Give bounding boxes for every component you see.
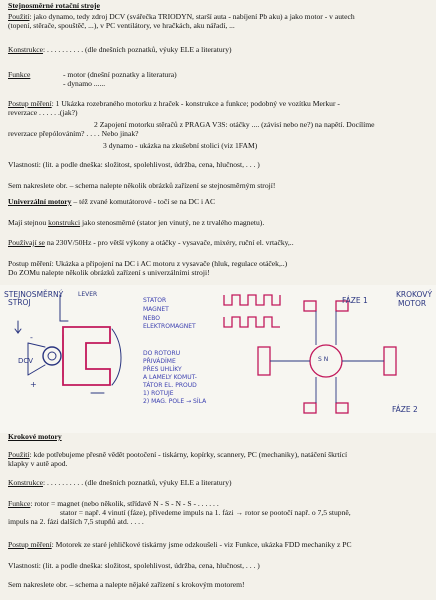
sketch-title-dc-1: STEJNOSMĚRNÝ (4, 290, 64, 299)
konstrukce-text: : . . . . . . . . . . (dle dnešních poznatků, výuky ELE a literatury) (43, 45, 232, 54)
krokove-postup-label: Postup měření (8, 540, 52, 549)
krokove-funkce-label: Funkce (8, 499, 31, 508)
sketch-mid-line-6: DO ROTORU (143, 350, 181, 357)
krokove-funkce-text-1: : rotor = magnet (nebo několik, střídavě N - S - N - S - . . . . . . (30, 499, 219, 508)
krokove-funkce-line-1 (8, 499, 219, 508)
univerzal-line1-konstrukci: konstrukci (48, 218, 81, 227)
sketch-plus-label: + (30, 380, 37, 389)
krokove-vlastnosti: Vlastnosti: (lit. a podle dneška: složitost, spolehlivost, údržba, cena, hlučnost, . . . ) (8, 561, 260, 570)
univerzal-line1-b: jako stenosměrné (stator jen vinutý, ne z trvalého magnetu). (80, 218, 265, 227)
sketch-mid-line-10: TÁTOR EL. PROUD (143, 382, 197, 389)
nakreslete-text: Sem nakreslete obr. – schema nalepte několik obrázků zařízení se stejnosměrným strojí! (8, 181, 276, 190)
krokove-pouziti-text-2: klapky v autě apod. (8, 459, 68, 468)
sketch-minus-label: - (30, 333, 33, 342)
sketch-mid-line-11: 1) ROTUJE (143, 390, 174, 397)
univerzal-heading-rest: – též zvané komutátorové - točí se na DC i AC (71, 197, 216, 206)
krokove-funkce-text-2: stator = např. 4 vinutí (fáze), přivedeme impuls na 1. fázi → rotor se pootočí např. o 7,5 stupně, (60, 508, 351, 517)
pouziti-text-2: (topení, stěrače, spouštěč, ...), v PC ventilátory, ve hračkách, aku nářadí, ... (8, 21, 235, 30)
univerzal-line-4: Do ZOMu nalepte několik obrázků zařízení s univerzálními stroji! (8, 268, 210, 277)
konstrukce-label: Konstrukce (8, 45, 44, 54)
sketch-mid-line-4: ELEKTROMAGNET (143, 323, 196, 330)
krokove-postup-line (8, 540, 352, 549)
vlastnosti-text: Vlastnosti: (lit. a podle dneška: složitost, spolehlivost, údržba, cena, hlučnost, . . . ) (8, 160, 260, 169)
funkce-text-2: - dynamo ...... (63, 79, 106, 88)
sketch-title-dc-2: STROJ (8, 298, 31, 307)
section-heading-dc-machines: Stejnosměrné rotační stroje (8, 1, 100, 10)
postup-label: Postup měření (8, 99, 52, 108)
postup-text-3: 3 dynamo - ukázka na zkušební stolici (viz 1FAM) (103, 141, 258, 150)
krokove-konstrukce-label: Konstrukce (8, 478, 44, 487)
funkce-label: Funkce (8, 70, 31, 79)
konstrukce-line (8, 45, 232, 54)
krokove-konstrukce-text: : . . . . . . . . . . (dle dnešních poznatků, výuky ELE a literatury) (43, 478, 232, 487)
krokove-nakreslete: Sem nakreslete obr. – schema a nalepte nějaké zařízení s krokovým motorem! (8, 580, 245, 589)
sketch-mid-line-8: PŘES UHLÍKY (143, 366, 182, 373)
sketch-mid-line-2: MAGNET (143, 306, 169, 313)
postup-text-2: 2 Zapojení motorku stěračů z PRAGA V3S: otáčky .... (závisí nebo ne?) na napětí. Docílíme (94, 120, 375, 129)
sketch-mid-line-9: A LAMELY KOMUT- (143, 374, 197, 381)
krokove-heading: Krokové motory (8, 432, 62, 441)
sketch-lever-label: LEVER (78, 291, 98, 298)
univerzal-heading-line (8, 197, 215, 206)
krokove-postup-text: : Motorek ze staré jehličkové tiskárny jsme odzkoušeli - viz Funkce, ukázka FDD mechaniky z PC (51, 540, 352, 549)
univerzal-line-1 (8, 218, 264, 227)
sketch-faze1-label: FÁZE 1 (342, 296, 368, 305)
pouziti-text-1: : jako dynamo, tedy zdroj DCV (svářečka TRIODYN, starší auta - nabíjení Pb aku) a jako motor - v autech (29, 12, 355, 21)
sketch-dcv-label: DCV (18, 357, 34, 365)
univerzal-line2-pouzivaji: Používají se (8, 238, 45, 247)
univerzal-heading: Univerzální motory (8, 197, 72, 206)
krokove-pouziti-label: Použití (8, 450, 30, 459)
krokove-funkce-text-3: impuls na 2. fázi dalších 7,5 stupňů atd. . . . . (8, 517, 144, 526)
sketch-paper (0, 285, 436, 433)
krokove-pouziti-text-1: : kde potřebujeme přesně vědět pootočení - tiskárny, kopírky, scannery, PC (mechaniky), natáčení škrtící (29, 450, 348, 459)
hand-sketch-diagrams (0, 285, 436, 433)
univerzal-line-3: Postup měření: Ukázka a připojení na DC i AC motoru z vysavače (hluk, regulace otáček,..) (8, 259, 288, 268)
krokove-konstrukce-line (8, 478, 232, 487)
univerzal-line1-a: Mají stejnou (8, 218, 49, 227)
sketch-mid-line-1: STATOR (143, 297, 167, 304)
funkce-text-1: - motor (dnešní poznatky a literatura) (63, 70, 177, 79)
univerzal-line-2 (8, 238, 294, 247)
krokove-pouziti-line-1 (8, 450, 347, 459)
pouziti-label: Použití (8, 12, 30, 21)
sketch-mid-line-7: PŘIVÁDÍME (143, 358, 176, 365)
sketch-sn-label: S N (318, 356, 329, 363)
postup-line-1 (8, 99, 340, 108)
sketch-mid-line-12: 2) MAG. POLE → SÍLA (143, 398, 207, 405)
sketch-krokovy-label-1: KROKOVÝ (396, 290, 433, 299)
univerzal-line2-b: na 230V/50Hz - pro větší výkony a otáčky - vysavače, mixéry, ruční el. vrtačky,.. (44, 238, 294, 247)
postup-text-2b: reverzace přepólováním? . . . . Nebo jinak? (8, 129, 139, 138)
sketch-krokovy-label-2: MOTOR (398, 299, 427, 308)
postup-text-1: : 1 Ukázka rozebraného motorku z hraček - konstrukce a funkce; podobný ve vozítku Merkur - (51, 99, 340, 108)
pouziti-line-1 (8, 12, 355, 21)
sketch-faze2-label: FÁZE 2 (392, 405, 418, 414)
postup-text-1b: reverzace . . . . . .(jak?) (8, 108, 78, 117)
sketch-mid-line-3: NEBO (143, 315, 161, 322)
